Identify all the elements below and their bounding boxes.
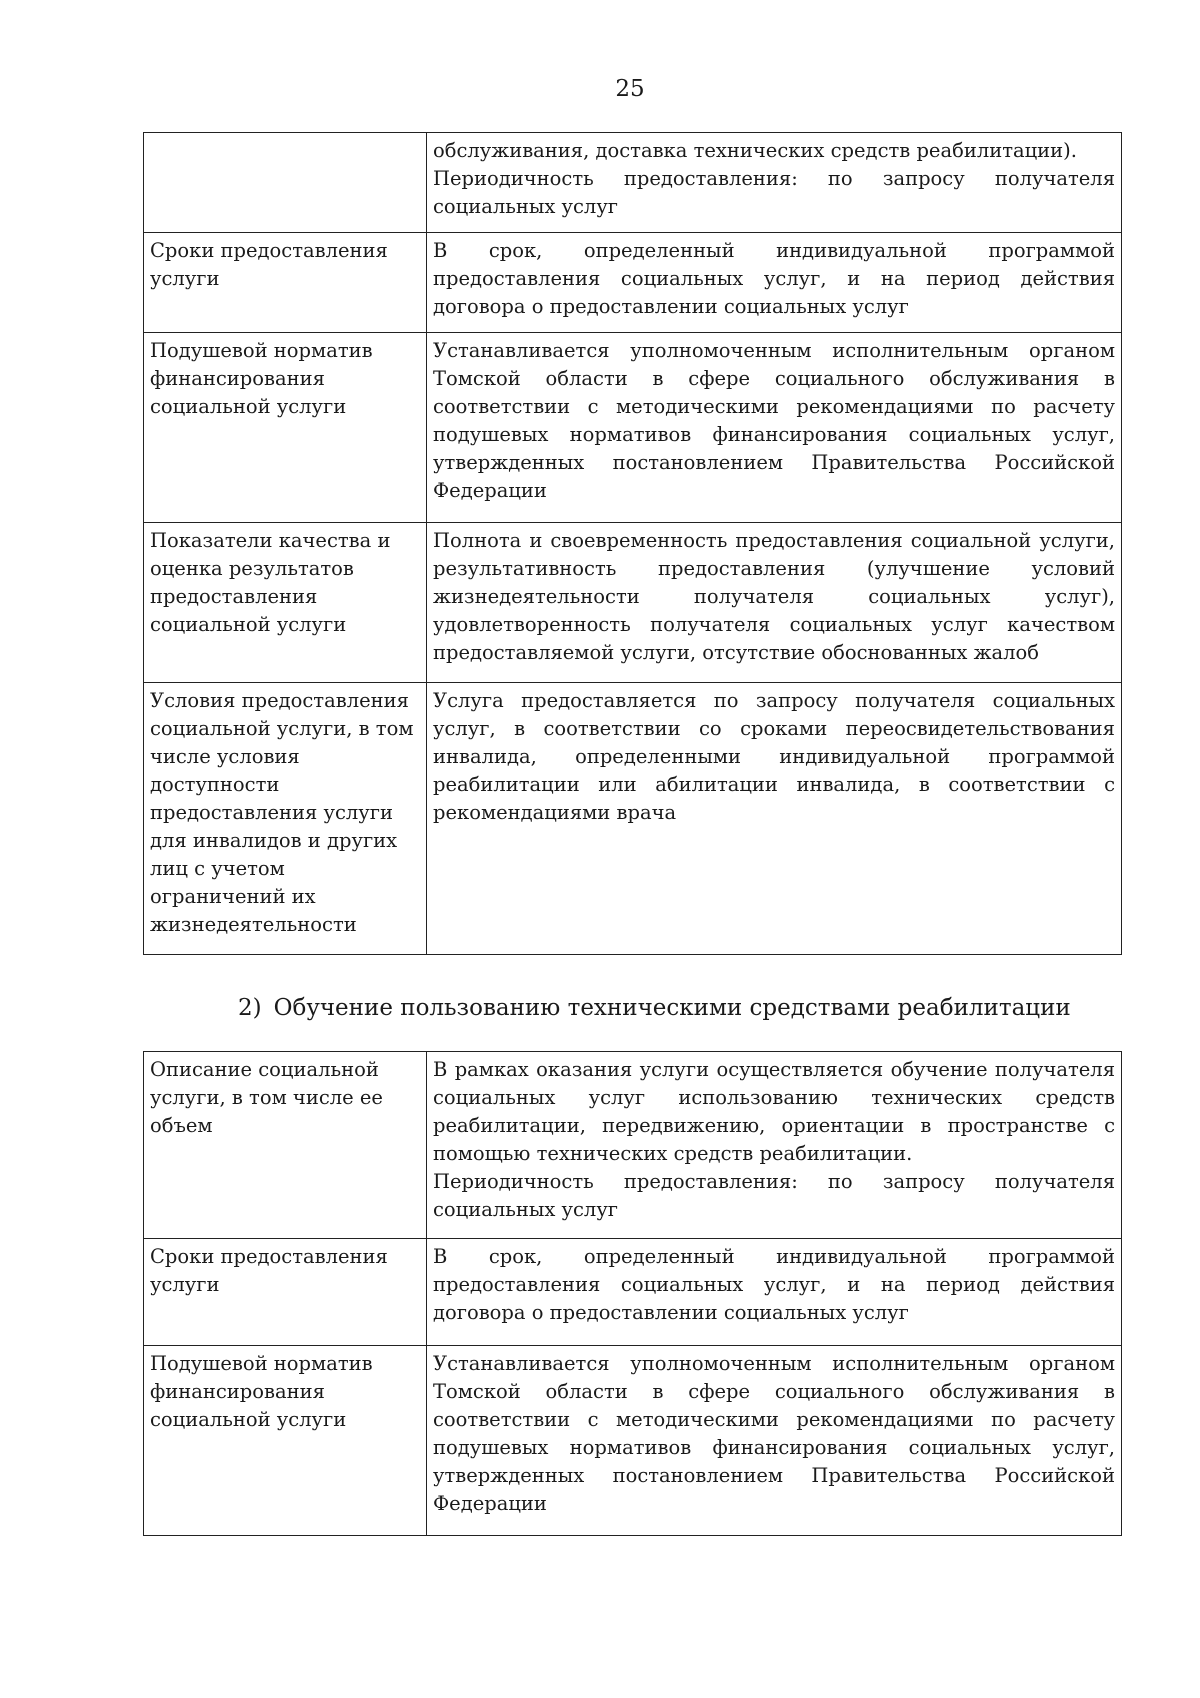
- row-label: Показатели качества и оценка результатов предоставления социальной услуги: [144, 523, 427, 683]
- row-value: [427, 133, 1122, 233]
- row-value-text: обслуживания, доставка технических средств реабилитации).: [433, 139, 1077, 162]
- section-number: 2): [238, 995, 262, 1021]
- row-value: [427, 1239, 1122, 1346]
- row-value-text: Устанавливается уполномоченным исполнительным органом Томской области в сфере социального обслуживания в соответствии с методическими рекомендациями по расчету подушевых нормативов финансирования социальных услуг, утвержденных постановлением Правительства Российской Федерации: [433, 1352, 1115, 1515]
- section-heading: [238, 995, 1071, 1021]
- row-value: [427, 233, 1122, 333]
- row-value-text: Услуга предоставляется по запросу получателя социальных услуг, в соответствии со сроками переосвидетельствования инвалида, определенными индивидуальной программой реабилитации или абилитации инвалида, в соответствии с рекомендациями врача: [433, 689, 1115, 824]
- section-title: Обучение пользованию техническими средствами реабилитации: [273, 995, 1071, 1021]
- row-value-text: Полнота и своевременность предоставления социальной услуги, результативность предоставления (улучшение условий жизнедеятельности получателя социальных услуг), удовлетворенность получателя социальных услуг качеством предоставляемой услуги, отсутствие обоснованных жалоб: [433, 529, 1115, 664]
- row-value-text: В рамках оказания услуги осуществляется обучение получателя социальных услуг использованию технических средств реабилитации, передвижению, ориентации в пространстве с помощью технических средств реабилитации.: [433, 1058, 1115, 1165]
- service-table-1: [143, 132, 1122, 955]
- table-row: [144, 683, 1122, 955]
- row-value: [427, 1346, 1122, 1536]
- row-label: [144, 133, 427, 233]
- table-row: [144, 1346, 1122, 1536]
- row-value: [427, 333, 1122, 523]
- row-value-text: Периодичность предоставления: по запросу получателя социальных услуг: [433, 167, 1115, 218]
- row-label: Сроки предоставления услуги: [144, 233, 427, 333]
- service-table-2: [143, 1051, 1122, 1536]
- row-value-text: Периодичность предоставления: по запросу получателя социальных услуг: [433, 1170, 1115, 1221]
- row-value-text: В срок, определенный индивидуальной программой предоставления социальных услуг, и на период действия договора о предоставлении социальных услуг: [433, 1245, 1115, 1324]
- row-value: [427, 1052, 1122, 1239]
- row-label: Описание социальной услуги, в том числе ее объем: [144, 1052, 427, 1239]
- row-label: Сроки предоставления услуги: [144, 1239, 427, 1346]
- table-row: [144, 133, 1122, 233]
- row-label: Подушевой норматив финансирования социальной услуги: [144, 1346, 427, 1536]
- table-row: [144, 333, 1122, 523]
- table-row: [144, 233, 1122, 333]
- row-value-text: Устанавливается уполномоченным исполнительным органом Томской области в сфере социального обслуживания в соответствии с методическими рекомендациями по расчету подушевых нормативов финансирования социальных услуг, утвержденных постановлением Правительства Российской Федерации: [433, 339, 1115, 502]
- row-value-text: В срок, определенный индивидуальной программой предоставления социальных услуг, и на период действия договора о предоставлении социальных услуг: [433, 239, 1115, 318]
- row-value: [427, 523, 1122, 683]
- table-row: [144, 523, 1122, 683]
- row-label: Условия предоставления социальной услуги, в том числе условия доступности предоставления услуги для инвалидов и других лиц с учетом ограничений их жизнедеятельности: [144, 683, 427, 955]
- row-label: Подушевой норматив финансирования социальной услуги: [144, 333, 427, 523]
- page-number: 25: [615, 76, 645, 102]
- row-value: [427, 683, 1122, 955]
- table-row: [144, 1052, 1122, 1239]
- table-row: [144, 1239, 1122, 1346]
